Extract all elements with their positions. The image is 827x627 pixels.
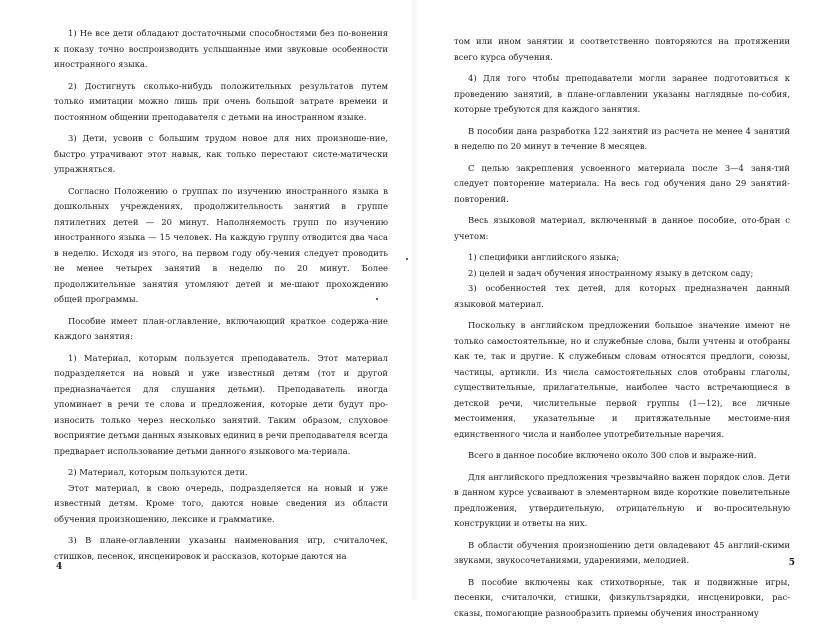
right-paragraph: В пособие включены как стихотворные, так и подвижные игры, песенки, считалочки, стишки, физкультзарядки, инсценировки, рас-сказы, помогающие разнообразить приемы обучения иностранному	[454, 576, 790, 618]
right-page-number: 5	[788, 558, 795, 568]
left-paragraph: 1) Не все дети обладают достаточными способностями без по-вонения к показу точно воспроизводить услышанные ими звуковые особенности иностранного языка.	[54, 28, 388, 69]
right-page	[414, 0, 827, 618]
left-paragraph: Согласно Положению о группах по изучению иностранного языка в дошкольных учреждениях, продолжительность занятий в группе пятилетних детей — 20 минут. Наполняемость групп по изучению иностранного языка — 15 человек. На каждую группу отводится два часа в неделю. Исходя из этого, на первом году обу-чения следует проводить не менее четырех занятий в неделю по 20 минут. Более продолжительные занятия утомляют детей и ме-шают прохождению общей программы.	[54, 185, 388, 304]
right-paragraph: Для английского предложения чрезвычайно важен порядок слов. Дети в данном курсе усваивают в элементарном виде короткие повелительные предложения, утвердительную, отрицательную и во-просительную конструкции и ответы на них.	[454, 471, 790, 528]
left-paragraph: 2) Материал, которым пользуются дети.	[68, 467, 248, 477]
left-paragraph: Этот материал, в свою очередь, подразделяется на новый и уже известный детям. Кроме того, даются новые сведения из области обучения произношению, лексике и грамматике.	[54, 482, 388, 524]
left-paragraph: Пособие имеет план-оглавление, включающий краткое содержа-ние каждого занятия:	[54, 315, 388, 341]
left-page-number: 4	[56, 562, 63, 572]
right-paragraph: том или ином занятии и соответственно повторяются на протяжении всего курса обучения.	[454, 36, 790, 62]
right-paragraph: 4) Для того чтобы преподаватели могли заранее подготовиться к проведению занятий, в плане-оглавлении указаны наглядные по-собия, которые требуются для каждого занятия.	[454, 73, 790, 114]
right-paragraph: С целью закрепления усвоенного материала после 3—4 заня-тий следует повторение материала. На весь год обучения дано 29 занятий-повторений.	[454, 162, 790, 204]
right-list-item: 2) целей и задач обучения иностранному языку в детском саду;	[468, 267, 754, 278]
scan-speck	[376, 298, 378, 300]
right-paragraph: Весь языковой материал, включенный в данное пособие, ото-бран с учетом:	[454, 215, 790, 241]
left-paragraph: 2) Достигнуть сколько-нибудь положительных результатов путем только имитации можно лишь при очень большой затрате времени и постоянном общении преподавателя с детьми на иностранном языке.	[54, 80, 388, 122]
left-paragraph: 1) Материал, которым пользуется преподаватель. Этот материал подразделяется на новый и уже известный детям (тот и другой предназначается для слушания детьми). Преподаватель иногда упоминает в речи те слова и предложения, которые дети будут про-износить только через несколько занятий. Таким образом, слуховое восприятие детьми данных языковых единиц в речи преподавателя всегда предварает использование детьми данного языкового ма-териала.	[54, 352, 388, 456]
left-page	[0, 0, 414, 600]
left-paragraph: 3) Дети, усвоив с большим трудом новое для них произноше-ние, быстро утрачивают этот навык, как только перестают систе-матически упражняться.	[54, 133, 388, 174]
right-paragraph: Всего в данное пособие включено около 300 слов и выраже-ний.	[468, 450, 757, 460]
right-paragraph: В области обучения произношению дети овладевают 45 англий-скими звуками, звукосочетаниями, ударениями, мелодией.	[454, 539, 790, 565]
right-paragraph: В пособии дана разработка 122 занятий из расчета не менее 4 занятий в неделю по 20 минут в течение 8 месяцев.	[454, 125, 790, 151]
right-list-item: 3) особенностей тех детей, для которых предназначен данный языковой материал.	[454, 283, 790, 309]
right-paragraph: Поскольку в английском предложении большое значение имеют не только самостоятельные, но и служебные слова, были учтены и отобраны как те, так и другие. К служебным словам относятся предлоги, союзы, частицы, артикли. Из числа самостоятельных слов отобраны глаголы, существительные, прилагательные, наиболее часто встречающиеся в детской речи, числительные первой группы (1—12), все личные местоимения, указательные и притяжательные местоиме-ния единственного числа и наиболее употребительные наречия.	[454, 320, 790, 439]
right-list-item: 1) специфики английского языка;	[468, 252, 620, 262]
left-text-column	[54, 26, 388, 570]
scan-speck	[406, 258, 408, 260]
right-text-column	[454, 34, 790, 627]
left-paragraph: 3) В плане-оглавлении указаны наименования игр, считалочек, стишков, песенок, инсценировок и рассказов, которые даются на	[54, 535, 388, 561]
